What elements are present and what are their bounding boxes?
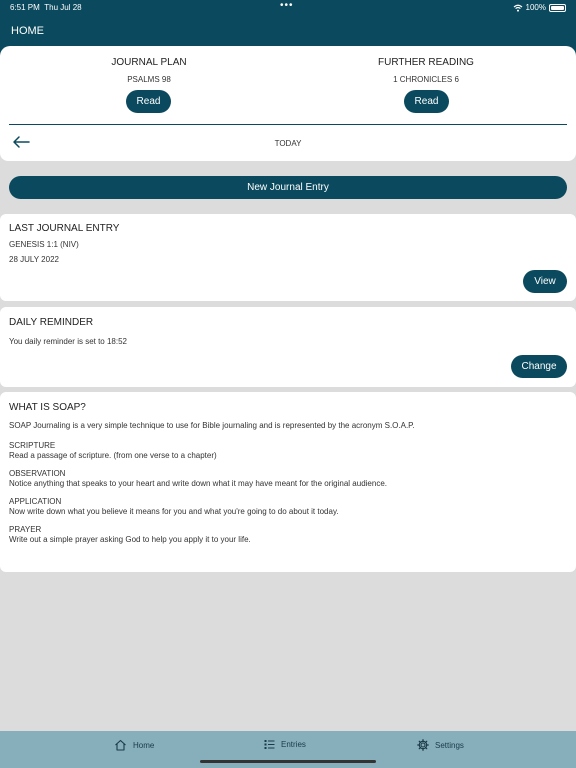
- list-icon: [264, 739, 275, 750]
- last-entry-reference: GENESIS 1:1 (NIV): [9, 240, 79, 249]
- reading-plan-card: [0, 46, 576, 161]
- soap-text-scripture: Read a passage of scripture. (from one verse to a chapter): [9, 451, 217, 460]
- change-reminder-button[interactable]: Change: [511, 355, 567, 378]
- view-button[interactable]: View: [523, 270, 567, 293]
- divider: [9, 124, 567, 125]
- multitasking-dots[interactable]: •••: [280, 0, 294, 11]
- battery-icon: [549, 4, 566, 12]
- today-label: TODAY: [274, 139, 302, 148]
- tab-settings[interactable]: [417, 739, 464, 751]
- soap-text-prayer: Write out a simple prayer asking God to help you apply it to your life.: [9, 535, 251, 544]
- further-reading-title: FURTHER READING: [378, 57, 474, 68]
- last-entry-title: LAST JOURNAL ENTRY: [9, 223, 120, 234]
- home-indicator: [200, 760, 376, 763]
- last-journal-entry-card: [0, 214, 576, 301]
- tab-entries[interactable]: [264, 739, 306, 750]
- tab-entries-label: Entries: [281, 740, 306, 749]
- soap-section: [9, 441, 217, 461]
- status-date-text: Thu Jul 28: [44, 3, 82, 12]
- soap-section: [9, 525, 251, 545]
- battery-percent: 100%: [525, 3, 546, 12]
- further-reading-read-button[interactable]: Read: [404, 90, 449, 113]
- new-journal-entry-button[interactable]: New Journal Entry: [9, 176, 567, 199]
- soap-intro: SOAP Journaling is a very simple technique to use for Bible journaling and is represented by the acronym S.O.A.P.: [9, 421, 415, 430]
- journal-plan-read-button[interactable]: Read: [126, 90, 171, 113]
- reminder-text: You daily reminder is set to 18:52: [9, 337, 127, 346]
- page-title: HOME: [11, 25, 44, 37]
- soap-section: [9, 497, 339, 517]
- soap-title: WHAT IS SOAP?: [9, 402, 86, 413]
- soap-section: [9, 469, 387, 489]
- soap-text-observation: Notice anything that speaks to your heart and write down what it may have meant for the original audience.: [9, 479, 387, 488]
- wifi-icon: [513, 4, 523, 12]
- soap-text-application: Now write down what you believe it means for you and what you're going to do about it today.: [9, 507, 339, 516]
- tab-settings-label: Settings: [435, 740, 464, 750]
- journal-plan-reference: PSALMS 98: [127, 75, 171, 84]
- soap-heading-application: APPLICATION: [9, 497, 62, 506]
- status-time-text: 6:51 PM: [10, 3, 40, 12]
- soap-heading-scripture: SCRIPTURE: [9, 441, 56, 450]
- status-right: [513, 3, 566, 12]
- soap-heading-observation: OBSERVATION: [9, 469, 66, 478]
- last-entry-date: 28 JULY 2022: [9, 255, 59, 264]
- home-icon: [114, 739, 127, 751]
- soap-heading-prayer: PRAYER: [9, 525, 42, 534]
- reminder-title: DAILY REMINDER: [9, 317, 94, 328]
- further-reading-reference: 1 CHRONICLES 6: [393, 75, 459, 84]
- daily-reminder-card: [0, 307, 576, 387]
- tab-home[interactable]: [114, 739, 154, 751]
- journal-plan-title: JOURNAL PLAN: [111, 57, 187, 68]
- what-is-soap-card: [0, 392, 576, 572]
- tab-home-label: Home: [133, 740, 155, 750]
- gear-icon: [417, 739, 429, 751]
- status-time: [10, 3, 82, 12]
